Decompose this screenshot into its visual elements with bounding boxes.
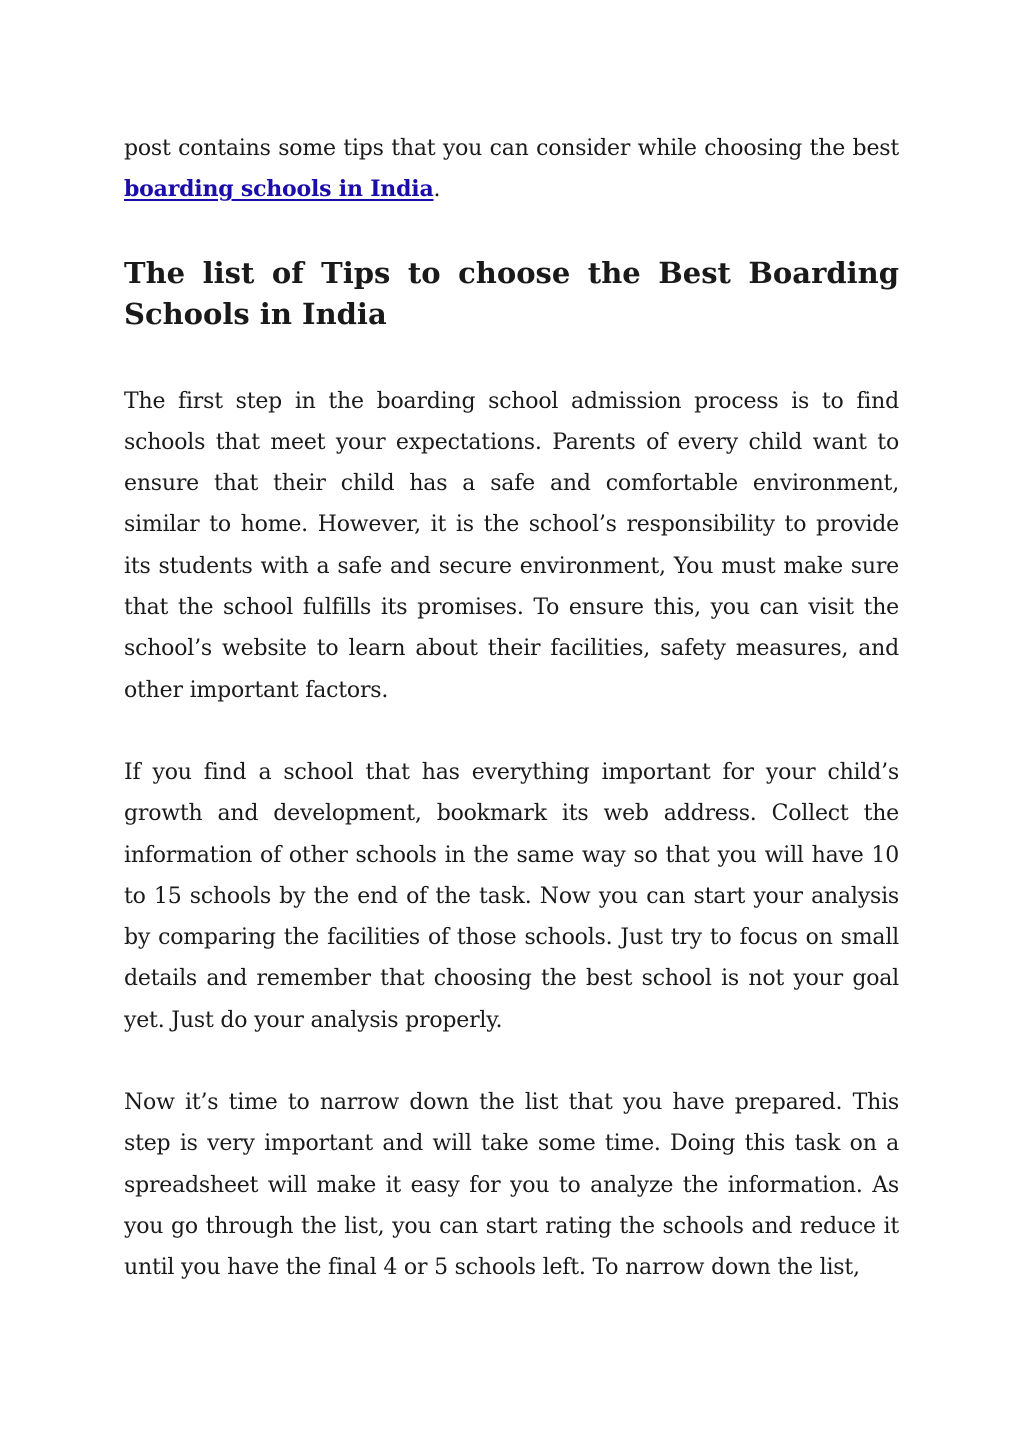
section-heading: The list of Tips to choose the Best Boarding Schools in India [124,255,899,331]
boarding-schools-link[interactable]: boarding schools in India [124,176,434,203]
paragraph-1: The first step in the boarding school admission process is to find schools that meet your expectations. Parents of every child want to ensure that their child has a safe and comfortable environment, similar to home. However, it is the school’s responsibility to provide its students with a safe and secure environment, You must make sure that the school fulfills its promises. To ensure this, you can visit the school’s website to learn about their facilities, safety measures, and other important factors. [124,388,899,703]
document-page [124,128,899,1330]
intro-paragraph [124,128,899,211]
intro-text-after: . [433,177,441,203]
paragraph-2: If you find a school that has everything important for your child’s growth and development, bookmark its web address. Collect the information of other schools in the same way so that you will have 10 to 15 schools by the end of the task. Now you can start your analysis by comparing the facilities of those schools. Just try to focus on small details and remember that choosing the best school is not your goal yet. Just do your analysis properly. [124,759,899,1033]
intro-text-before: post contains some tips that you can consider while choosing the best [124,136,899,161]
paragraph-3: Now it’s time to narrow down the list that you have prepared. This step is very important and will take some time. Doing this task on a spreadsheet will make it easy for you to analyze the information. As you go through the list, you can start rating the schools and reduce it until you have the final 4 or 5 schools left. To narrow down the list, [124,1090,899,1281]
